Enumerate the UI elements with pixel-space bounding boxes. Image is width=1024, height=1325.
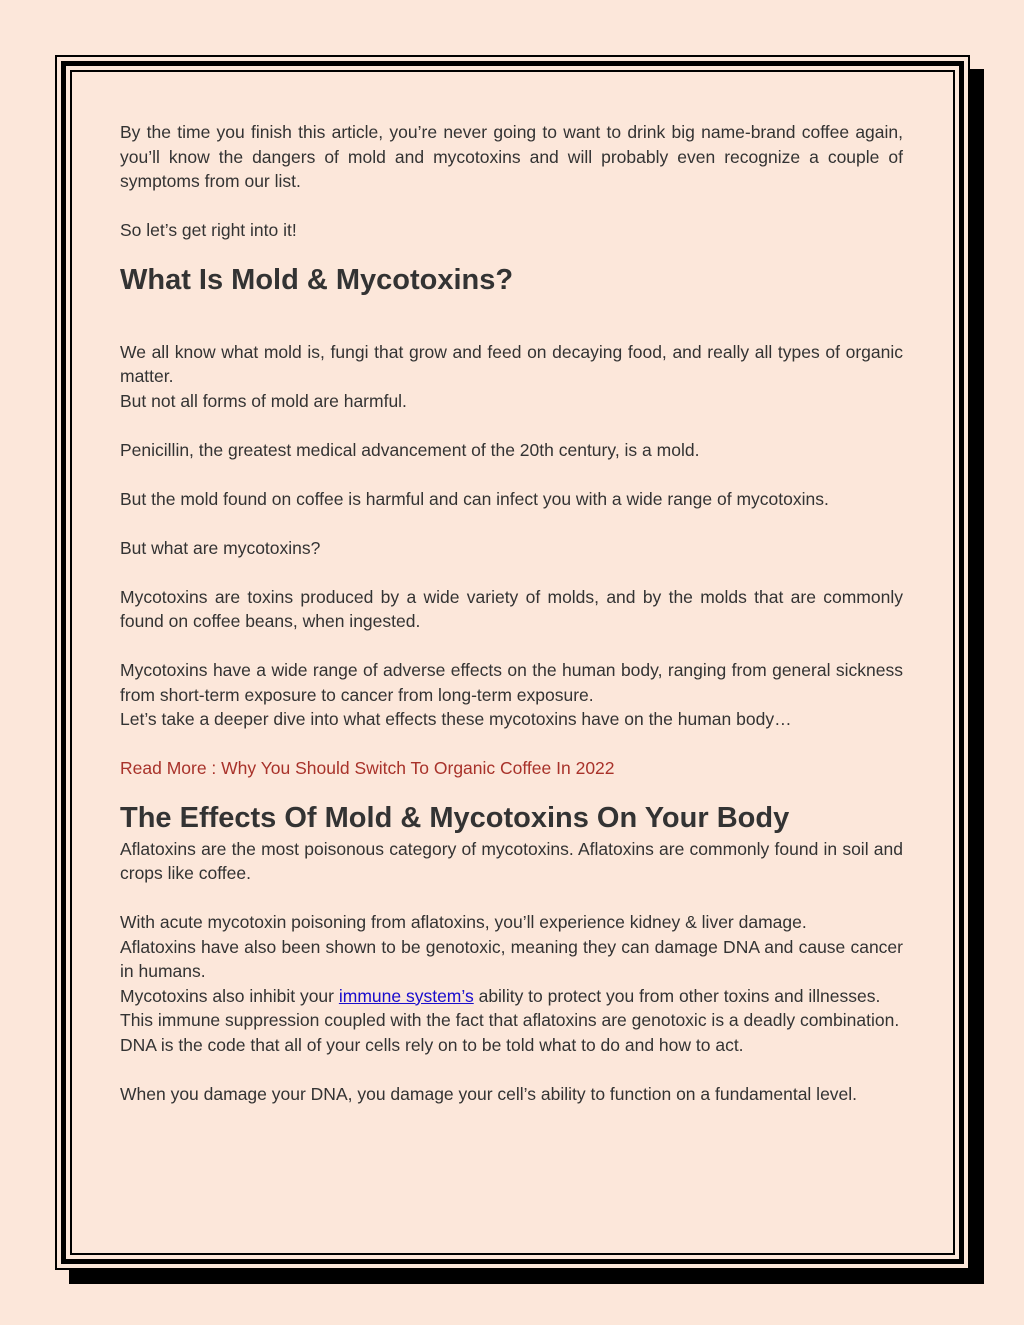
body-paragraph: With acute mycotoxin poisoning from aflatoxins, you’ll experience kidney & liver damage. — [120, 912, 807, 932]
body-paragraph: But what are mycotoxins? — [120, 537, 321, 558]
spacer — [120, 560, 903, 585]
article-body — [120, 120, 903, 1106]
body-paragraph: When you damage your DNA, you damage your cell’s ability to function on a fundamental level. — [120, 1083, 858, 1104]
body-paragraph: We all know what mold is, fungi that grow and feed on decaying food, and really all types of organic matter. — [120, 341, 903, 386]
spacer — [120, 886, 903, 911]
intro-paragraph: By the time you finish this article, you’re never going to want to drink big name-brand coffee again, you’ll know the dangers of mold and mycotoxins and will probably even recognize a couple of symptoms from our list. — [120, 122, 903, 191]
read-more-line — [120, 756, 903, 781]
body-paragraph: Aflatoxins are the most poisonous category of mycotoxins. Aflatoxins are commonly found in soil and crops like coffee. — [120, 838, 903, 883]
section-heading-mold: What Is Mold & Mycotoxins? — [120, 263, 514, 296]
text-fragment: ability to protect you from other toxins and illnesses. — [473, 985, 881, 1006]
text-fragment: Mycotoxins also inhibit your — [120, 985, 339, 1006]
body-paragraph-with-link — [120, 984, 903, 1009]
spacer — [120, 732, 903, 757]
body-paragraph: But not all forms of mold are harmful. — [120, 390, 407, 411]
spacer — [120, 1057, 903, 1082]
section-heading-effects: The Effects Of Mold & Mycotoxins On Your Body — [120, 801, 790, 834]
body-paragraph: Mycotoxins have a wide range of adverse effects on the human body, ranging from general sickness from short-term exposure to cancer from long-term exposure. — [120, 660, 903, 705]
body-paragraph: Aflatoxins have also been shown to be genotoxic, meaning they can damage DNA and cause cancer in humans. — [120, 936, 903, 981]
body-paragraph: But the mold found on coffee is harmful and can infect you with a wide range of mycotoxins. — [120, 488, 829, 509]
read-more-label: Read More : — [120, 758, 222, 778]
spacer — [120, 511, 903, 536]
read-more-link[interactable]: Why You Should Switch To Organic Coffee In 2022 — [221, 758, 615, 778]
spacer — [120, 634, 903, 659]
spacer — [120, 462, 903, 487]
spacer — [120, 413, 903, 438]
body-paragraph: Let’s take a deeper dive into what effects these mycotoxins have on the human body… — [120, 709, 792, 729]
immune-system-link[interactable]: immune system’s — [338, 985, 474, 1006]
intro-paragraph: So let’s get right into it! — [120, 220, 297, 240]
body-paragraph: Mycotoxins are toxins produced by a wide variety of molds, and by the molds that are commonly found on coffee beans, when ingested. — [120, 586, 903, 631]
spacer — [120, 194, 903, 219]
body-paragraph: DNA is the code that all of your cells rely on to be told what to do and how to act. — [120, 1034, 744, 1055]
body-paragraph: Penicillin, the greatest medical advancement of the 20th century, is a mold. — [120, 439, 700, 460]
body-paragraph: This immune suppression coupled with the fact that aflatoxins are genotoxic is a deadly combination. — [120, 1010, 900, 1030]
